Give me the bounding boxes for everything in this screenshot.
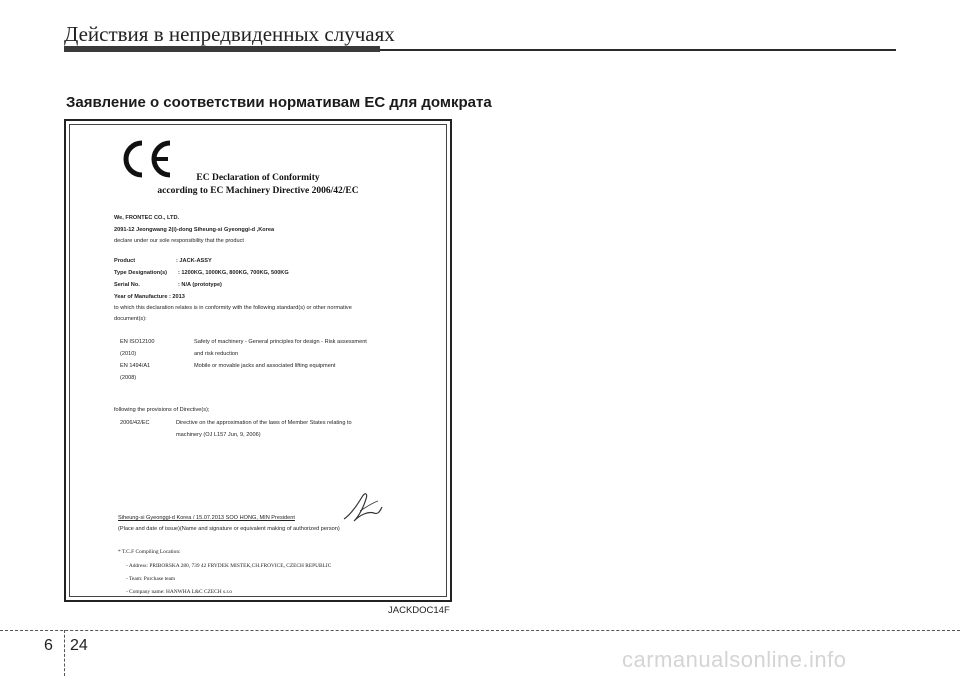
standard-desc: and risk reduction	[194, 351, 239, 357]
directive-desc-2: machinery (OJ L157 Jun, 9, 2006)	[176, 432, 261, 438]
document-heading-1: EC Declaration of Conformity	[196, 173, 320, 183]
product-value: : JACK-ASSY	[176, 258, 212, 264]
standard-code: (2008)	[120, 375, 137, 381]
figure-caption: JACKDOC14F	[388, 605, 450, 616]
watermark: carmanualsonline.info	[622, 647, 847, 672]
serial-value: : N/A (prototype)	[178, 282, 222, 288]
signature-line: Siheung-si Gyeonggi-d Korea / 15.07.2013 SOO HONG, MIN President	[118, 515, 295, 521]
year-line: Year of Manufacture : 2013	[114, 294, 185, 300]
conformity-line-2: document(s):	[114, 316, 147, 322]
standard-code: EN ISO12100	[120, 339, 155, 345]
standard-code: EN 1494/A1	[120, 363, 151, 369]
page-number: 24	[70, 637, 88, 654]
type-value: : 1200KG, 1000KG, 800KG, 700KG, 500KG	[178, 270, 289, 276]
company-line: We, FRONTEC CO., LTD.	[114, 215, 180, 221]
address-line: 2091-12 Jeongwang 2(i)-dong Siheung-si Gyeonggi-d ,Korea	[114, 227, 275, 233]
chapter-number: 6	[44, 637, 53, 654]
standard-desc: Mobile or movable jacks and associated lifting equipment	[194, 363, 336, 369]
tcf-address: - Address: PRIBORSKA 280, 739 42 FRYDEK MISTEK,CH.FROVICE, CZECH REPUBLIC	[126, 563, 332, 569]
footer-rule	[0, 630, 960, 631]
header-title: Действия в непредвиденных случаях	[64, 22, 395, 46]
type-label: Type Designation(s)	[114, 270, 168, 276]
tcf-title: * T.C.F Compiling Location:	[118, 549, 181, 555]
declaration-document-inner	[69, 124, 447, 597]
standard-desc: Safety of machinery - General principles for design - Risk assessment	[194, 339, 367, 345]
signature-note: (Place and date of issue)(Name and signature or equivalent making of authorized person)	[118, 526, 340, 532]
directive-desc-1: Directive on the approximation of the laws of Member States relating to	[176, 420, 352, 426]
document-heading-2: according to EC Machinery Directive 2006/42/EC	[157, 186, 359, 196]
tcf-team: - Team: Purchase team	[126, 576, 176, 582]
signature-icon	[340, 489, 386, 525]
section-title: Заявление о соответствии нормативам ЕС для домкрата	[66, 94, 492, 111]
header-rule-accent	[64, 46, 380, 52]
standard-code: (2010)	[120, 351, 137, 357]
conformity-line-1: to which this declaration relates is in conformity with the following standard(s) or other normative	[114, 305, 352, 311]
footer-divider	[64, 630, 65, 676]
directive-code: 2006/42/EC	[120, 420, 150, 426]
tcf-company: - Company name: HANWHA L&C CZECH s.r.o	[126, 589, 233, 595]
serial-label: Serial No.	[114, 282, 140, 288]
declare-line: declare under our sole responsibility that the product	[114, 238, 244, 244]
declaration-document	[64, 119, 452, 602]
provisions-line: following the provisions of Directive(s);	[114, 407, 210, 413]
product-label: Product	[114, 258, 136, 264]
